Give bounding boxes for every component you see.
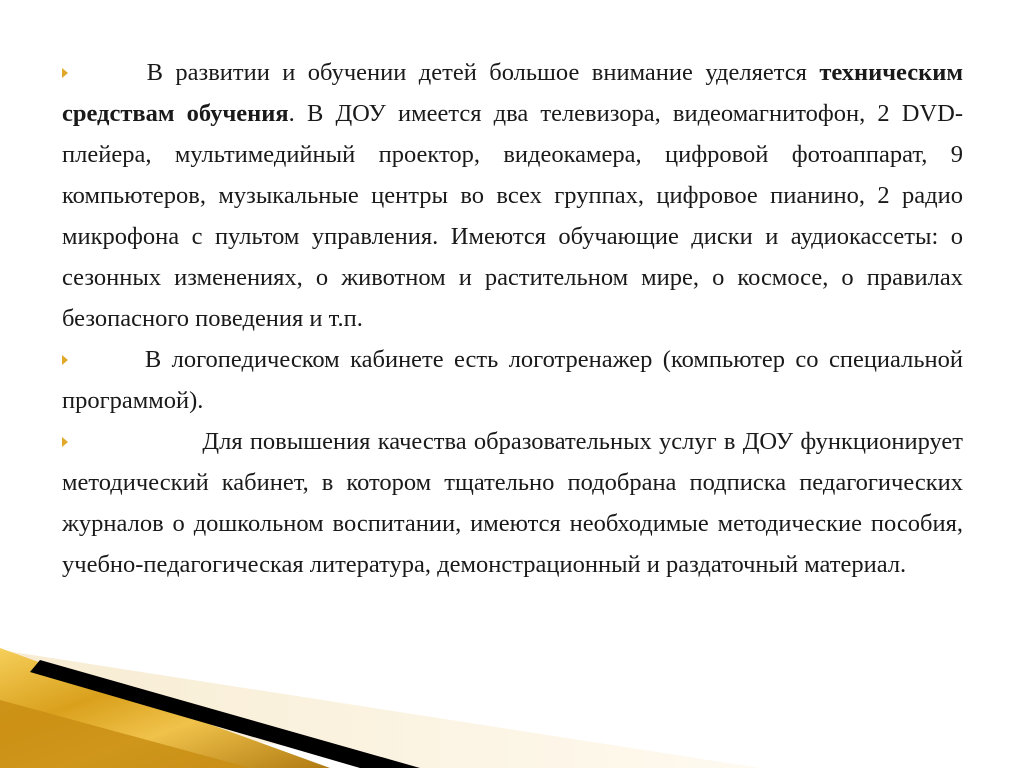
paragraph-text: В логопедическом кабинете есть логотренажер (компьютер со специальной программой). — [62, 346, 963, 414]
paragraph-speech-therapy — [62, 339, 963, 421]
triangle-bullet-icon — [62, 437, 68, 447]
paragraph-bold-phrase: техническим средствам обучения — [62, 59, 964, 127]
cream-band — [0, 650, 760, 768]
paragraph-rest: . В ДОУ имеется два телевизора, видеомагнитофон, 2 DVD-плейера, мультимедийный проектор, видеокамера, цифровой фотоаппарат, 9 компьютеров, музыкальные центры во всех группах, цифровое пианино, 2 радио микрофона с пультом управления. Имеются обучающие диски и аудиокассеты: о сезонных изменениях, о животном и растительном мире, о космосе, о правилах безопасного поведения и т.п. — [62, 100, 963, 332]
triangle-bullet-icon — [62, 355, 68, 365]
paragraph-indent — [72, 428, 202, 455]
text-content — [62, 52, 963, 585]
paragraph-lead: В развитии и обучении детей большое внимание уделяется — [146, 59, 820, 86]
gold-lower-band — [0, 700, 250, 768]
paragraph-indent — [72, 59, 147, 86]
gold-band — [0, 648, 330, 768]
paragraph-methodical-room — [62, 421, 963, 585]
paragraph-text: Для повышения качества образовательных услуг в ДОУ функционирует методический кабинет, в котором тщательно подобрана подписка педагогических журналов о дошкольном воспитании, имеются необходимые методические пособия, учебно-педагогическая литература, демонстрационный и раздаточный материал. — [62, 428, 963, 578]
triangle-bullet-icon — [62, 68, 68, 78]
paragraph-equipment — [62, 52, 963, 339]
black-stripe — [30, 660, 420, 768]
paragraph-indent — [72, 346, 145, 373]
